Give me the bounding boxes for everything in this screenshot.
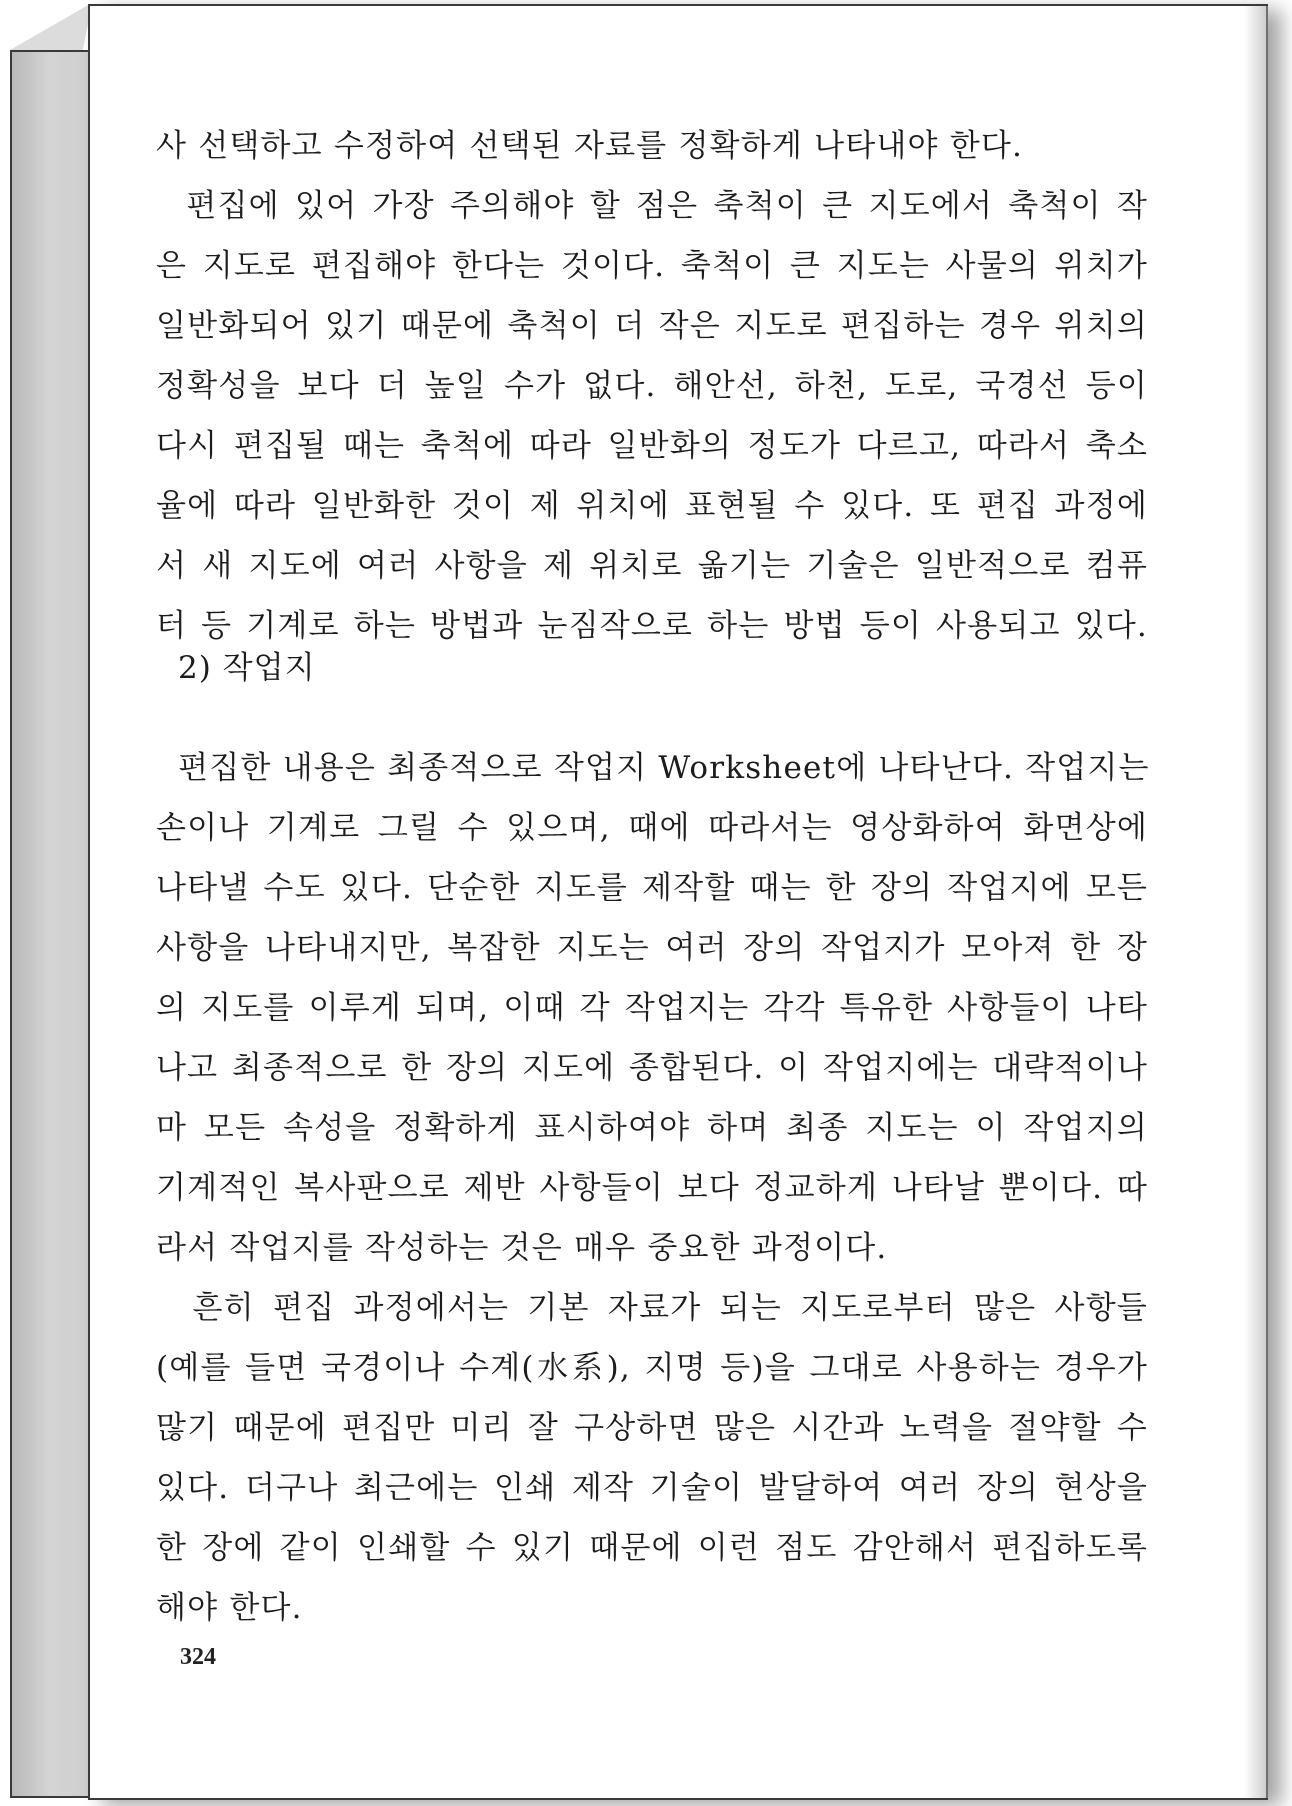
text-line: 사 선택하고 수정하여 선택된 자료를 정확하게 나타내야 한다. <box>156 128 1024 164</box>
text-line: 터 등 기계로 하는 방법과 눈짐작으로 하는 방법 등이 사용되고 있다. <box>156 608 1148 644</box>
text-line: 라서 작업지를 작성하는 것은 매우 중요한 과정이다. <box>156 1230 888 1266</box>
text-line: 사항을 나타내지만, 복잡한 지도는 여러 장의 작업지가 모아져 한 장 <box>156 930 1148 966</box>
text-line: 마 모든 속성을 정확하게 표시하여야 하며 최종 지도는 이 작업지의 <box>156 1110 1148 1146</box>
text-line: 한 장에 같이 인쇄할 수 있기 때문에 이런 점도 감안해서 편집하도록 <box>156 1530 1148 1566</box>
text-line: 서 새 지도에 여러 사항을 제 위치로 옮기는 기술은 일반적으로 컴퓨 <box>156 548 1148 584</box>
section-heading: 2) 작업지 <box>178 650 316 686</box>
text-line: 해야 한다. <box>156 1590 303 1626</box>
text-line: 나타낼 수도 있다. 단순한 지도를 제작할 때는 한 장의 작업지에 모든 <box>156 870 1148 906</box>
text-line: 나고 최종적으로 한 장의 지도에 종합된다. 이 작업지에는 대략적이나 <box>156 1050 1148 1086</box>
text-line: 은 지도로 편집해야 한다는 것이다. 축척이 큰 지도는 사물의 위치가 <box>156 248 1148 284</box>
page-number: 324 <box>180 1644 216 1670</box>
text-line: 편집에 있어 가장 주의해야 할 점은 축척이 큰 지도에서 축척이 작 <box>156 188 1148 224</box>
text-line: 율에 따라 일반화한 것이 제 위치에 표현될 수 있다. 또 편집 과정에 <box>156 488 1148 524</box>
page-edge-shadow <box>1244 6 1268 1798</box>
text-line: 흔히 편집 과정에서는 기본 자료가 되는 지도로부터 많은 사항들 <box>156 1290 1148 1326</box>
text-line: 손이나 기계로 그릴 수 있으며, 때에 따라서는 영상화하여 화면상에 <box>156 810 1148 846</box>
text-line: 다시 편집될 때는 축척에 따라 일반화의 정도가 다르고, 따라서 축소 <box>156 428 1148 464</box>
text-line: 편집한 내용은 최종적으로 작업지 Worksheet에 나타난다. 작업지는 <box>156 750 1150 786</box>
body-text-bottom <box>156 738 1148 1638</box>
text-line: (예를 들면 국경이나 수계(水系), 지명 등)을 그대로 사용하는 경우가 <box>156 1350 1148 1386</box>
text-line: 정확성을 보다 더 높일 수가 없다. 해안선, 하천, 도로, 국경선 등이 <box>156 368 1148 404</box>
text-line: 있다. 더구나 최근에는 인쇄 제작 기술이 발달하여 여러 장의 현상을 <box>156 1470 1148 1506</box>
text-line: 기계적인 복사판으로 제반 사항들이 보다 정교하게 나타날 뿐이다. 따 <box>156 1170 1148 1206</box>
text-line: 일반화되어 있기 때문에 축척이 더 작은 지도로 편집하는 경우 위치의 <box>156 308 1148 344</box>
text-line: 많기 때문에 편집만 미리 잘 구상하면 많은 시간과 노력을 절약할 수 <box>156 1410 1148 1446</box>
text-line: 의 지도를 이루게 되며, 이때 각 작업지는 각각 특유한 사항들이 나타 <box>156 990 1148 1026</box>
body-text-top <box>156 116 1148 656</box>
book-spine <box>10 50 90 1798</box>
